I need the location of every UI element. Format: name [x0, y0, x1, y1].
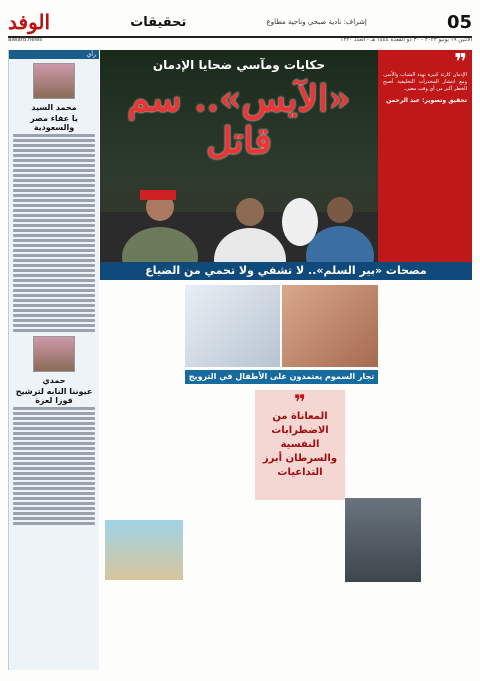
column-text [9, 134, 99, 332]
section-title: تحقيقات [130, 14, 187, 30]
author-photo [33, 63, 75, 99]
opinion-sidebar [8, 50, 99, 670]
street-photo [345, 498, 421, 582]
hero-headline: «الآيس».. سم قاتل [127, 78, 351, 162]
url-text: alwafd.news [8, 37, 43, 43]
masthead [8, 8, 472, 38]
highlight-title: المعاناة من الاضطرابات النفسية والسرطان أبرز التداعيات [262, 411, 338, 478]
beach-photo [105, 520, 183, 580]
hero-kicker: حكايات ومآسي ضحايا الإدمان [152, 58, 326, 72]
newspaper-logo: الوفد [8, 10, 51, 34]
author-photo-2 [33, 336, 75, 372]
quote-mark-icon-2: ❞ [294, 390, 306, 414]
intro-text: الإدمان كارثة كبيرة تهدد الشباب والأسر، ومع انتشار المخدرات التخليقية أصبح الخطر أكبر من أي وقت مضى. [383, 72, 467, 92]
highlight-box [255, 390, 345, 500]
drug-powder-photo [185, 285, 280, 367]
author-name-2: حمدي [42, 376, 66, 385]
quote-mark-icon: ❞ [454, 50, 467, 75]
author-name: محمد السيد [31, 103, 77, 112]
date-line [8, 37, 472, 47]
byline: تحقيق وتصوير: عبد الرحمن [386, 97, 467, 104]
hand-photo [282, 285, 378, 367]
date-text: الاثنين ١٩ يونيو ٢٠٢٣ - ٣٠ ذو القعدة ١٤٤٤ هـ - العدد ١٢٢٠ [340, 37, 472, 43]
column-title: يا عفاء مصر والسعودية [30, 114, 78, 132]
section-banner: مصحات «بير السلم».. لا تشفي ولا تحمي من الضياع [100, 262, 472, 280]
hero-photo [100, 50, 378, 272]
opinion-label: رأي [9, 50, 99, 59]
people-scene [100, 152, 378, 272]
subheadline-bar: تجار السموم يعتمدون على الأطفال في الترويج [185, 370, 378, 384]
column-title-2: عيوننا النابه لترشيح فوزا لعزة [15, 387, 93, 405]
intro-box [378, 50, 472, 272]
supervision-line: إشراف: نادية صبحي وناجية مطاوع [266, 18, 367, 26]
column-text-2 [9, 407, 99, 525]
page-number: 05 [446, 11, 472, 33]
